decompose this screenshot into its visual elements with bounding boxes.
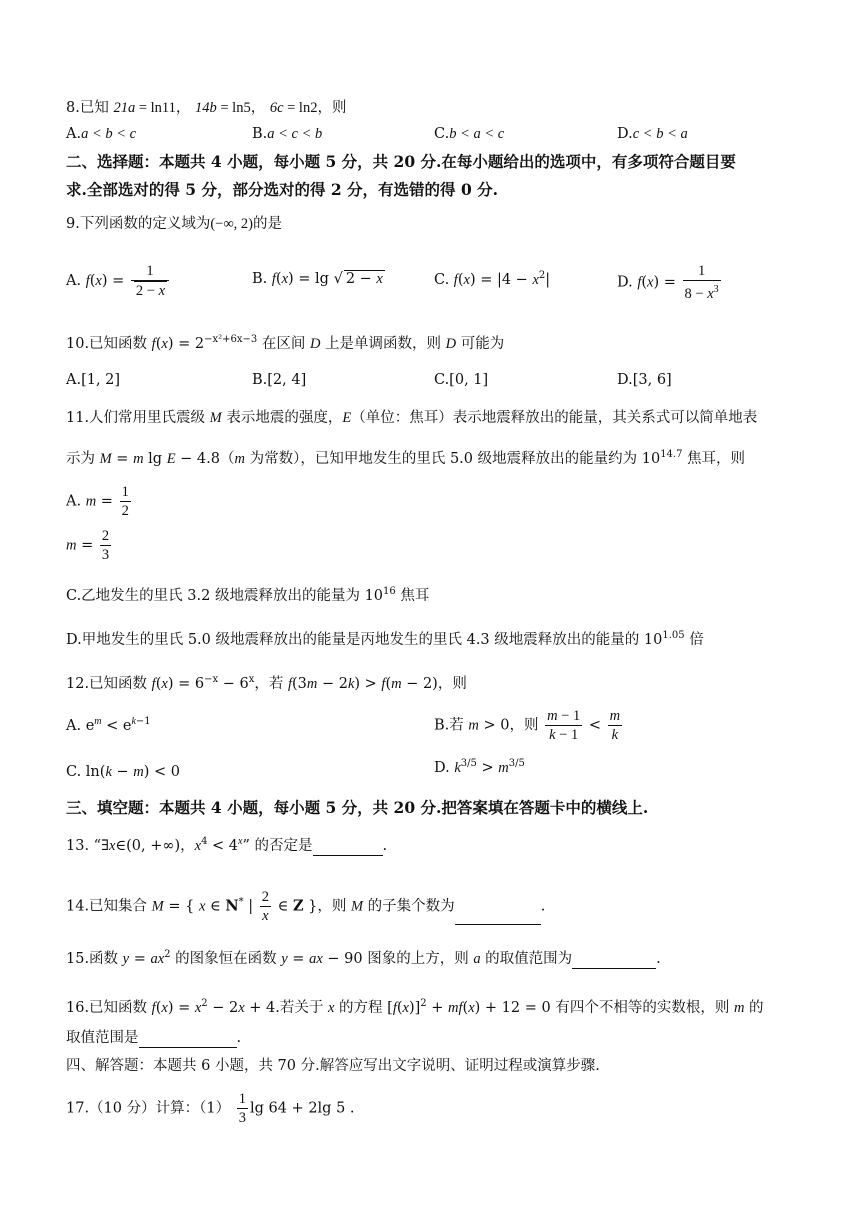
q8-option-d: D.c < b < a xyxy=(617,126,688,142)
q8-stem: 8.已知 21a = ln11， 14b = ln5， 6c = ln2，则 xyxy=(66,100,347,116)
q12-option-b: B.若 m > 0，则 $\frac{m - 1}{k - 1}$ < $\frac{m}{k}$ xyxy=(434,708,621,743)
q9-stem: 9.下列函数的定义域为(−∞, 2)的是 xyxy=(66,216,283,232)
q12-option-a: A. $e^m < e^{k-1}$ xyxy=(66,716,151,734)
q9-option-a: A. f(x) = $\frac{1}{2 - x}$ xyxy=(66,262,171,300)
q10-option-a: A.[1, 2] xyxy=(66,372,121,388)
q10-option-b: B.[2, 4] xyxy=(252,372,307,388)
q9-option-c: C. $f(x) = |4 - x^2|$ xyxy=(434,270,551,288)
section2-heading-line2: 求.全部选对的得 5 分，部分选对的得 2 分，有选错的得 0 分. xyxy=(66,180,499,199)
q11-option-d: D.甲地发生的里氏 5.0 级地震释放出的能量是丙地发生的里氏 4.3 级地震释放出的能量的 $10^{1.05}$ 倍 xyxy=(66,630,704,648)
q11-option-a: A. m = $\frac{1}{2}$ xyxy=(66,484,129,519)
q14-text: 14.已知集合 M = { x ∈ N* | $\frac{2}{x}$ ∈ Z }，则 M 的子集个数为 . xyxy=(66,889,546,924)
q8-cond2: 14b = ln5 xyxy=(194,100,251,116)
q12-stem: 12.已知函数 $f(x) = 6^{-x} - 6^x$，若 f(3m − 2k) > f(m − 2)，则 xyxy=(66,674,467,692)
q8-cond3: 6c = ln2 xyxy=(269,100,318,116)
q10-stem: 10.已知函数 $f(x) = 2^{-x^2+6x-3}$ 在区间 D 上是单调函数，则 D 可能为 xyxy=(66,334,505,352)
q16-line1: 16.已知函数 $f(x) = x^2 - 2x + 4$.若关于 x 的方程 $[f(x)]^2 + mf(x) + 12 = 0$ 有四个不相等的实数根，则 m 的 xyxy=(66,998,764,1016)
q10-option-d: D.[3, 6] xyxy=(617,372,672,388)
q12-option-c: C. ln(k − m) < 0 xyxy=(66,764,180,780)
q8-option-a: A.a < b < c xyxy=(66,126,137,142)
section4-heading: 四、解答题：本题共 6 小题，共 70 分.解答应写出文字说明、证明过程或演算步骤. xyxy=(66,1058,600,1074)
q11-stem-line1: 11.人们常用里氏震级 M 表示地震的强度，E（单位：焦耳）表示地震释放出的能量，其关系式可以简单地表 xyxy=(66,410,758,426)
q11-option-c: C.乙地发生的里氏 3.2 级地震释放出的能量为 $10^{16}$ 焦耳 xyxy=(66,586,430,604)
q8-cond1: 21a = ln11 xyxy=(113,100,176,116)
q8-option-b: B.a < c < b xyxy=(252,126,323,142)
section3-heading: 三、填空题：本题共 4 小题，每小题 5 分，共 20 分.把答案填在答题卡中的横线上. xyxy=(66,798,649,817)
q15-text: 15.函数 $y = ax^2$ 的图象恒在函数 y = ax − 90 图象的上方，则 a 的取值范围为 . xyxy=(66,949,661,967)
q11-stem-line2: 示为 M = m lg E − 4.8（m 为常数），已知甲地发生的里氏 5.0 级地震释放出的能量约为 $10^{14.7}$ 焦耳，则 xyxy=(66,449,746,467)
q13-text: 13. “∃x∈(0, +∞)，$x^4 < 4^x$” 的否定是 . xyxy=(66,836,388,854)
section2-heading-line1: 二、选择题：本题共 4 小题，每小题 5 分，共 20 分.在每小题给出的选项中，有多项符合题目要 xyxy=(66,152,736,171)
q8-option-c: C.b < a < c xyxy=(434,126,505,142)
q17-text: 17.（10 分）计算：（1） $\frac{1}{3}$ lg 64 + 2lg 5 . xyxy=(66,1091,355,1126)
q12-option-d: D. $k^{3/5} > m^{3/5}$ xyxy=(434,758,525,776)
q9-option-d: D. f(x) = $\frac{1}{8 - x^3}$ xyxy=(617,263,719,302)
q16-line2: 取值范围是 . xyxy=(66,1030,242,1046)
q11-option-b: m = $\frac{2}{3}$ xyxy=(66,528,110,563)
q10-option-c: C.[0, 1] xyxy=(434,372,489,388)
q9-option-b: B. f(x) = lg √ 2 − x xyxy=(252,271,383,287)
